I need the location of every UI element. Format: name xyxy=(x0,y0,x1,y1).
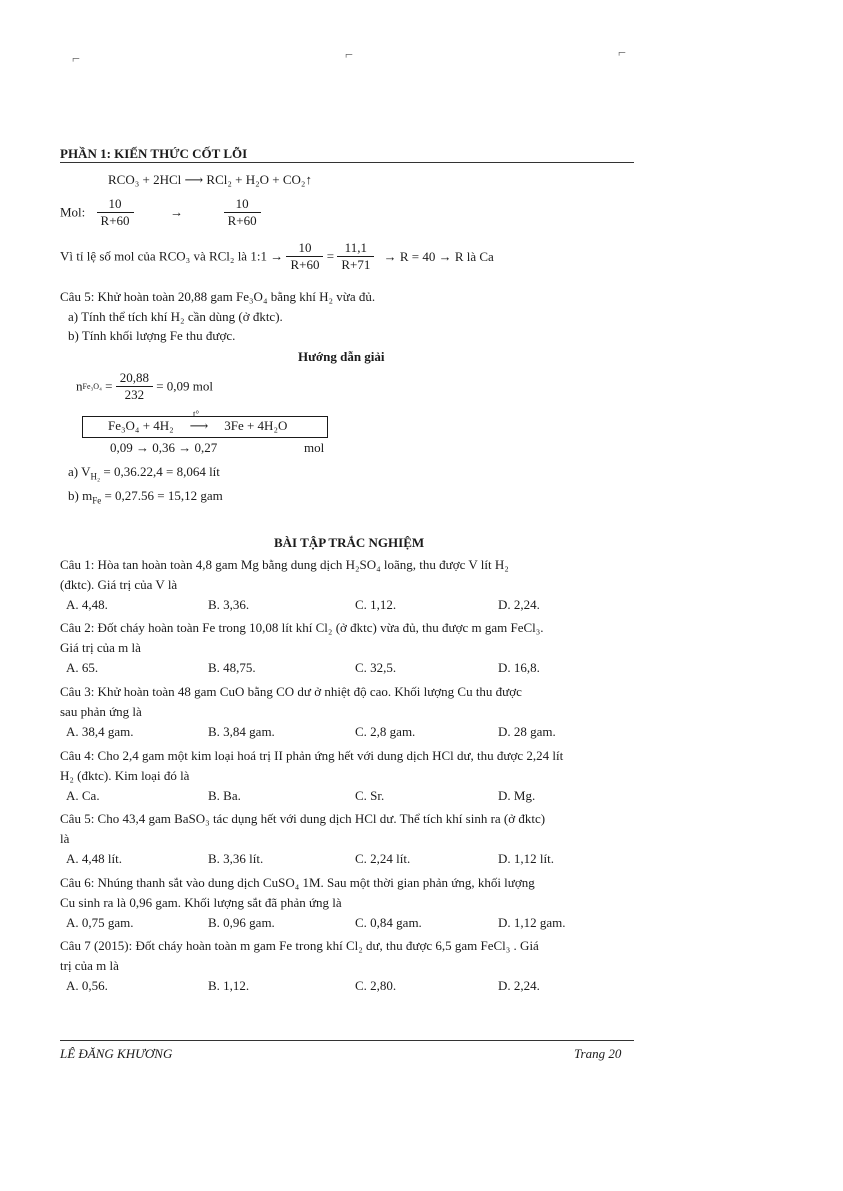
answer-option: B. Ba. xyxy=(208,788,241,803)
n-formula xyxy=(76,370,213,403)
q5-part-b: b) Tính khối lượng Fe thu được. xyxy=(68,328,236,343)
mol-arrow: → xyxy=(170,204,184,220)
answer-option: A. 65. xyxy=(66,660,99,675)
answer-option: B. 0,96 gam. xyxy=(208,915,275,930)
reaction-equation: RCO₃ + 2HCl ⟶ RCl₂ + H₂O + CO₂↑ xyxy=(108,172,312,187)
mc-heading: BÀI TẬP TRẮC NGHIỆM xyxy=(274,535,425,550)
question-text: Câu 7 (2015): Đốt cháy hoàn toàn m gam Fe trong khí Cl₂ dư, thu được 6,5 gam FeCl₃ . Giá xyxy=(60,938,539,953)
box-products: 3Fe + 4H₂O xyxy=(224,418,288,433)
question-text-cont: H₂ (đktc). Kim loại đó là xyxy=(60,768,190,783)
question-text-cont: trị của m là xyxy=(60,958,119,973)
answer-option: C. 0,84 gam. xyxy=(355,915,422,930)
answer-option: D. Mg. xyxy=(498,788,536,803)
answer-option: C. 32,5. xyxy=(355,660,397,675)
fraction-denominator: R+60 xyxy=(290,257,320,272)
fraction-numerator: 10 xyxy=(97,196,134,213)
answer-option: C. 2,80. xyxy=(355,978,397,993)
ratio-result: → R = 40 → R là Ca xyxy=(383,248,494,264)
fraction-numerator: 10 xyxy=(224,196,261,213)
answer-b-value: = 0,27.56 = 15,12 gam xyxy=(104,488,223,503)
ratio-line xyxy=(60,240,494,273)
answer-option: D. 1,12 lít. xyxy=(498,851,554,866)
question-text: Câu 4: Cho 2,4 gam một kim loại hoá trị II phản ứng hết với dung dịch HCl dư, thu được 2,24 lít xyxy=(60,748,564,763)
answer-option: B. 48,75. xyxy=(208,660,256,675)
answer-option: A. 0,56. xyxy=(66,978,108,993)
mol-fraction-2 xyxy=(224,196,261,229)
question-text: Câu 2: Đốt cháy hoàn toàn Fe trong 10,08 lít khí Cl₂ (ở đktc) vừa đủ, thu được m gam FeCl₃. xyxy=(60,620,544,635)
answer-option: C. 2,8 gam. xyxy=(355,724,416,739)
answer-option: B. 3,84 gam. xyxy=(208,724,275,739)
scan-mark: ⌐ xyxy=(618,46,626,61)
fraction-numerator: 10 xyxy=(286,240,323,257)
question-text: Câu 3: Khử hoàn toàn 48 gam CuO bằng CO dư ở nhiệt độ cao. Khối lượng Cu thu được xyxy=(60,684,522,699)
question-text-cont: Cu sinh ra là 0,96 gam. Khối lượng sắt đã phản ứng là xyxy=(60,895,342,910)
fraction-denominator: R+60 xyxy=(100,213,130,228)
scan-mark: ⌐ xyxy=(72,52,80,67)
answer-option: C. 2,24 lít. xyxy=(355,851,411,866)
answer-option: B. 3,36 lít. xyxy=(208,851,264,866)
answer-b xyxy=(68,488,223,506)
answer-a-label: a) V xyxy=(68,464,91,479)
answer-option: A. 0,75 gam. xyxy=(66,915,134,930)
answer-option: A. Ca. xyxy=(66,788,100,803)
n-symbol: n xyxy=(76,378,83,394)
answer-option: D. 1,12 gam. xyxy=(498,915,566,930)
answer-option: D. 2,24. xyxy=(498,978,540,993)
ratio-fraction-2 xyxy=(337,240,374,273)
fraction-denominator: R+60 xyxy=(227,213,257,228)
box-reactants: Fe₃O₄ + 4H₂ xyxy=(108,418,174,433)
fraction-numerator: 11,1 xyxy=(337,240,374,257)
boxed-reaction xyxy=(108,409,288,434)
answer-option: C. Sr. xyxy=(355,788,385,803)
answer-b-label: b) m xyxy=(68,488,93,503)
question-text-cont: là xyxy=(60,831,70,846)
footer-rule xyxy=(60,1040,634,1041)
fraction-numerator: 20,88 xyxy=(116,370,153,387)
mol-unit: mol xyxy=(304,440,325,455)
n-equals: = xyxy=(105,378,113,394)
mol-values: 0,09 → 0,36 → 0,27 xyxy=(110,440,218,455)
answer-option: A. 4,48 lít. xyxy=(66,851,122,866)
answer-a xyxy=(68,464,220,482)
answer-option: C. 1,12. xyxy=(355,597,397,612)
section-title: PHẦN 1: KIẾN THỨC CỐT LÕI xyxy=(60,146,248,161)
question-text-cont: Giá trị của m là xyxy=(60,640,141,655)
arrow-condition: t° xyxy=(192,409,200,419)
n-result: = 0,09 mol xyxy=(156,378,214,394)
mol-label: Mol: xyxy=(60,204,86,220)
n-subscript: Fe₃O₄ xyxy=(82,382,102,391)
question-text: Câu 5: Cho 43,4 gam BaSO₃ tác dụng hết với dung dịch HCl dư. Thể tích khí sinh ra (ở đktc) xyxy=(60,811,546,826)
question-text: Câu 1: Hòa tan hoàn toàn 4,8 gam Mg bằng dung dịch H₂SO₄ loãng, thu được V lít H₂ xyxy=(60,557,509,572)
question-text-cont: (đktc). Giá trị của V là xyxy=(60,577,178,592)
question-text-cont: sau phản ứng là xyxy=(60,704,142,719)
footer-page-number: Trang 20 xyxy=(574,1046,622,1061)
question-text: Câu 6: Nhúng thanh sắt vào dung dịch CuSO₄ 1M. Sau một thời gian phản ứng, khối lượng xyxy=(60,875,535,890)
q5-part-a: a) Tính thể tích khí H₂ cần dùng (ở đktc). xyxy=(68,309,283,324)
section-rule xyxy=(60,162,634,163)
footer-author: LÊ ĐĂNG KHƯƠNG xyxy=(60,1046,173,1061)
answer-option: B. 3,36. xyxy=(208,597,250,612)
answer-option: A. 4,48. xyxy=(66,597,108,612)
scan-mark: ⌐ xyxy=(345,48,353,63)
reaction-arrow: t° ⟶ xyxy=(189,409,209,433)
answer-a-subscript: H₂ xyxy=(90,471,101,482)
answer-option: D. 2,24. xyxy=(498,597,540,612)
ratio-fraction-1 xyxy=(286,240,323,273)
fraction-denominator: 232 xyxy=(124,387,145,402)
ratio-text: Vì tỉ lệ số mol của RCO₃ và RCl₂ là 1:1 → xyxy=(60,248,284,264)
ratio-equals: = xyxy=(326,248,335,264)
q5-title: Câu 5: Khử hoàn toàn 20,88 gam Fe₃O₄ bằng khí H₂ vừa đủ. xyxy=(60,289,376,304)
n-fraction xyxy=(116,370,153,403)
answer-option: D. 28 gam. xyxy=(498,724,556,739)
mol-row xyxy=(60,196,261,229)
answer-b-subscript: Fe xyxy=(92,495,102,506)
guide-heading: Hướng dẫn giải xyxy=(298,349,385,364)
mol-fraction-1 xyxy=(97,196,134,229)
answer-option: D. 16,8. xyxy=(498,660,540,675)
answer-option: A. 38,4 gam. xyxy=(66,724,134,739)
fraction-denominator: R+71 xyxy=(341,257,371,272)
answer-a-value: = 0,36.22,4 = 8,064 lít xyxy=(103,464,220,479)
answer-option: B. 1,12. xyxy=(208,978,250,993)
